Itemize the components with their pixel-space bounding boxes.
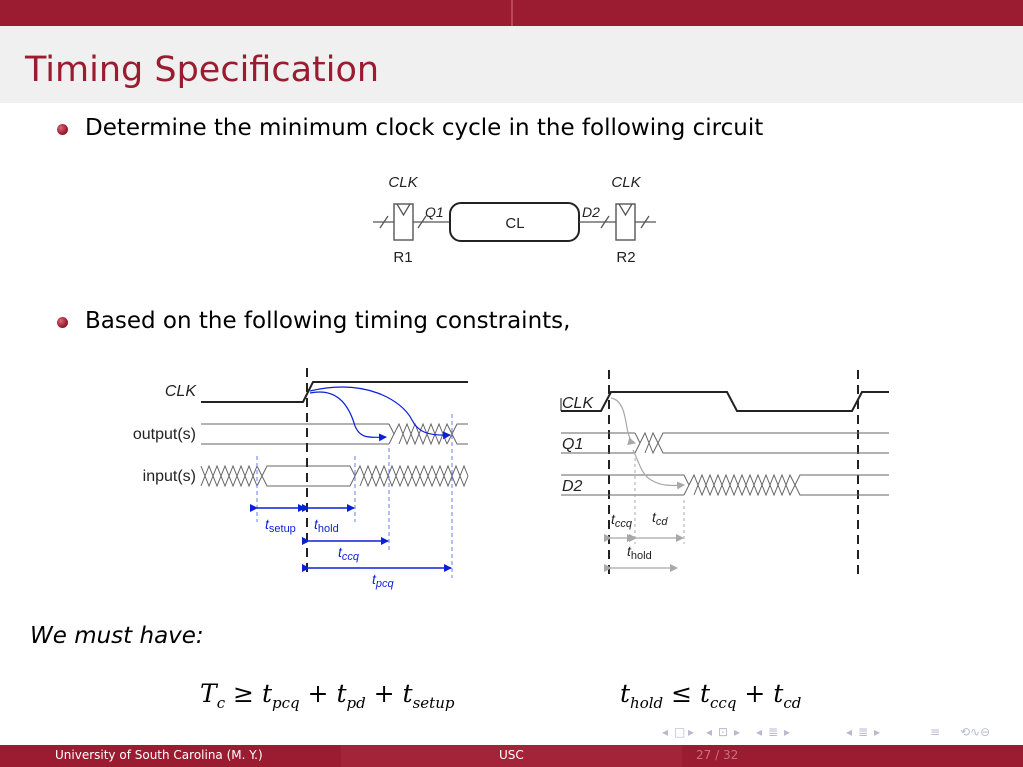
nav-section-back-icon[interactable]: ◂ (756, 725, 763, 739)
bullet-icon (57, 317, 68, 328)
bullet-icon (57, 124, 68, 135)
body-text: We must have: (30, 623, 204, 649)
input-waveform (201, 466, 468, 486)
setup-time-constraint: $T_c \ge t_{pcq} + t_{pd} + t_{setup}$ (200, 679, 455, 712)
nav-document-icon[interactable]: ≣ (858, 725, 869, 739)
bullet-text-2: Based on the following timing constraints, (85, 308, 571, 334)
q1-waveform (561, 433, 889, 453)
t-hold-label: $t_{hold}$ (627, 543, 652, 562)
signal-label-outputs: output(s) (132, 426, 196, 443)
nav-section-forward-icon[interactable]: ▸ (784, 725, 791, 739)
d2-waveform (561, 475, 889, 495)
output-waveform (201, 424, 468, 444)
nav-frame-back-icon[interactable]: ◂ (662, 725, 669, 739)
signal-label-clk: CLK (562, 395, 594, 412)
t-setup-label: $t_{setup}$ (265, 516, 296, 535)
signal-label-q1: Q1 (562, 436, 584, 453)
footer-bar (0, 745, 1023, 767)
t-hold-label: $t_{hold}$ (314, 516, 339, 535)
r2-label: R2 (616, 249, 636, 266)
nav-document-forward-icon[interactable]: ▸ (874, 725, 881, 739)
navigation-symbols (660, 721, 1020, 745)
nav-subsection-forward-icon[interactable]: ▸ (734, 725, 741, 739)
signal-label-inputs: input(s) (142, 468, 196, 485)
slide-title: Timing Specification (25, 50, 380, 90)
t-ccq-label: $t_{ccq}$ (338, 544, 360, 563)
bullet-text-1: Determine the minimum clock cycle in the following circuit (85, 115, 764, 141)
signal-label-d2: D2 (562, 478, 583, 495)
nav-search-icon[interactable]: ⟲∿⊖ (960, 725, 991, 739)
nav-section-icon[interactable]: ≣ (768, 725, 779, 739)
d2-label: D2 (582, 204, 600, 220)
cl-label: CL (505, 215, 525, 232)
signal-label-clk: CLK (164, 383, 196, 400)
header-bar (0, 0, 1023, 26)
nav-align-icon[interactable]: ≡ (930, 725, 941, 739)
nav-frame-forward-icon[interactable]: ▸ (688, 725, 695, 739)
nav-subsection-back-icon[interactable]: ◂ (706, 725, 713, 739)
t-cd-label: $t_{cd}$ (652, 509, 668, 528)
nav-subsection-icon[interactable]: ⊡ (718, 725, 729, 739)
footer-page-number: 27 / 32 (696, 748, 739, 762)
clk-label-right: CLK (611, 174, 641, 191)
q1-label: Q1 (425, 204, 444, 220)
t-pcq-label: $t_{pcq}$ (372, 571, 394, 590)
r1-label: R1 (393, 249, 413, 266)
setup-hold-timing-diagram (110, 360, 480, 595)
circuit-diagram (360, 168, 670, 272)
clk-waveform (561, 392, 889, 411)
footer-author: University of South Carolina (M. Y.) (55, 748, 263, 762)
header-bar-right (513, 0, 1023, 26)
clk-label-left: CLK (388, 174, 418, 191)
nav-frame-icon[interactable]: □ (674, 725, 686, 739)
footer-institute: USC (499, 748, 524, 762)
header-bar-left (0, 0, 511, 26)
register-r2 (616, 204, 635, 240)
nav-document-back-icon[interactable]: ◂ (846, 725, 853, 739)
t-ccq-label: $t_{ccq}$ (611, 511, 633, 530)
hold-constraint-timing-diagram (555, 362, 895, 587)
clk-waveform (201, 382, 468, 402)
hold-time-constraint: $t_{hold} \le t_{ccq} + t_{cd}$ (620, 679, 802, 712)
register-r1 (394, 204, 413, 240)
